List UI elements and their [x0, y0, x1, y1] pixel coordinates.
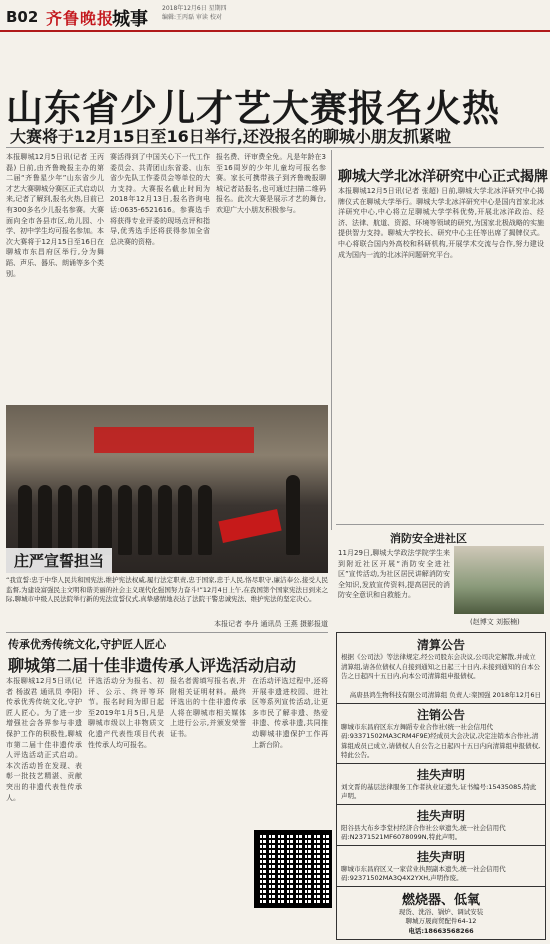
burner-ad: [337, 889, 545, 937]
article-col-1: 本报聊城12月5日讯(记者 王丙磊) 日前,由齐鲁晚报主办的第二届“齐鲁星少年”山东省少儿才艺大赛聊城分赛区正式启动以来,记者了解到,报名火热,目前已有300多名少儿报名参赛。大赛面向全市各县市区,幼儿园、小学、初中学生均可报名参加。本次大赛将于12月15日至16日在聊城市东昌府区举行,分为舞蹈、声乐、器乐、朗诵等多个类别。: [6, 153, 104, 278]
article-col-2: 赛活得到了中国关心下一代工作委员会、共青团山东省委、山东省少先队工作委员会等单位的大力支持。大赛报名截止时间为2018年12月13日,报名咨询电话:0635-6521616。参赛选手将获得专业评委的现场点评和指导,优秀选手还将获得参加全省总决赛的资格。: [110, 153, 210, 246]
fire-photo-credit: (赵博文 刘振楠): [470, 618, 520, 626]
notice-text-3: 刘文晋的基层法律服务工作者执业证遗失,证书编号:15435085,特此声明。: [341, 782, 537, 800]
notice-sign-1: 高唐县鸿生物科技有限公司清算组 负责人:栾国强 2018年12月6日: [349, 691, 541, 699]
ad-text: 现货、洗浴、锅炉、调试安装: [398, 907, 484, 916]
ceremony-photo: [6, 405, 328, 573]
header-date: 2018年12月6日 星期四: [162, 5, 227, 12]
notice-text-4: 阳谷县大布乡李堂村经济合作社公章遗失,统一社会信用代码:N2371521MF6078099N,特此声明。: [341, 823, 506, 841]
header-editors: 编辑:王丙磊 审读 校对: [162, 14, 222, 21]
heritage-kicker: 传承优秀传统文化,守护匠人匠心: [8, 638, 167, 651]
heritage-col-2: 评选活动分为报名、初评、公示、终评等环节。报名时间为即日起至2019年1月5日,凡是聊城市级以上非物质文化遗产代表性项目代表性传承人均可报名。: [88, 677, 164, 749]
photo-credit: 本报记者 李丹 通讯员 王燕 摄影报道: [214, 620, 328, 628]
photo-caption: 庄严宣誓担当: [6, 548, 112, 573]
ad-phone: 电话:18663568266: [408, 926, 474, 935]
section-title: 城事: [112, 9, 148, 30]
ad-address: 聊城万晟商贸配件64-12: [405, 917, 477, 925]
notice-title-4: 挂失声明: [416, 808, 465, 823]
photo-note: “我宣誓:忠于中华人民共和国宪法,维护宪法权威,履行法定职责,忠于国家,忠于人民,恪尽职守,廉洁奉公,接受人民监督,为建设富强民主文明和谐美丽的社会主义现代化强国努力奋斗!”12月4日上午,在我国第个国家宪法日到来之际,聊城市中级人民法院举行新的宪法宣誓仪式,真挚感情地表达了法院干警忠诚宪法、维护宪法的坚定决心。: [6, 576, 328, 603]
heritage-col-4: 在活动评选过程中,还将开展非遗进校园、进社区等系列宣传活动,让更多市民了解非遗、热爱非遗、传承非遗,共同推动聊城非遗保护工作再上新台阶。: [252, 677, 328, 749]
qr-code: [254, 830, 332, 908]
notice-title-3: 挂失声明: [416, 767, 465, 782]
flag-shape: [218, 509, 281, 543]
fire-article-body: 11月29日,聊城大学政法学院学生来到附近社区开展“消防安全进社区”宣传活动,为社区居民讲解消防安全知识,发放宣传资料,提高居民的消防安全意识和自救能力。: [338, 549, 450, 600]
main-subhead: 大赛将于12月15日至16日举行,还没报名的聊城小朋友抓紧啦: [10, 127, 451, 146]
heritage-title: 聊城第二届十佳非遗传承人评选活动启动: [8, 656, 297, 675]
divider: [6, 147, 544, 148]
fire-article-title: 消防安全进社区: [390, 532, 467, 545]
article-col-3: 报名费、评审费全免。凡是年龄在3至16周岁的少年儿童均可报名参赛。家长可携带孩子到齐鲁晚报聊城记者站报名,也可通过扫描二维码报名。此次大赛是展示才艺的舞台,欢迎广大小朋友积极参与。: [216, 153, 326, 214]
page-header: [0, 0, 550, 32]
notice-title-1: 清算公告: [416, 638, 465, 652]
page-number: B02: [6, 8, 39, 26]
ad-title: 燃烧器、低氧: [401, 892, 480, 908]
banner-shape: [94, 427, 254, 453]
right-article-body: 本报聊城12月5日讯(记者 张超) 日前,聊城大学北冰洋研究中心揭牌仪式在聊城大学举行。聊城大学北冰洋研究中心是国内首家北冰洋研究中心,中心将立足聊城大学学科优势,开展北冰洋政治、经济、法律、航道、资源、环境等领域的研究,为国家北极战略的实施提供智力支持。聊城大学校长、研究中心主任等出席了揭牌仪式。中心将联合国内外高校和科研机构,开展学术交流与合作,努力建设成为国内一流的北冰洋问题研究平台。: [338, 187, 544, 259]
divider: [6, 632, 328, 633]
notice-text-1: 根据《公司法》等法律规定,经公司股东会决议,公司决定解散,并成立清算组,请各位债权人自接到通知之日起三十日内,未接到通知的自本公告之日起四十五日内,向本公司清算组申报债权。: [341, 653, 541, 680]
paper-logo: 齐鲁晚报: [46, 9, 115, 28]
notice-text-2: 聊城市东昌府区东方舞蹈专业合作社(统一社会信用代码:93371502MA3CRM4F9E)经成员大会决议,决定注销本合作社,清算组成员已成立,请债权人自公告之日起四十五日内向清算组申报债权,特此公告。: [341, 722, 541, 759]
heritage-col-3: 报名者需填写报名表,并附相关证明材料。最终评选出的十佳非遗传承人将在聊城市相关媒体上进行公示,并颁发荣誉证书。: [170, 677, 246, 738]
right-article-title: 聊城大学北冰洋研究中心正式揭牌: [338, 169, 548, 185]
header-meta: [162, 4, 227, 22]
fire-photo: [454, 546, 544, 614]
column-divider: [331, 150, 332, 530]
notice-text-5: 聊城市东昌府区又一家营业执照副本遗失,统一社会信用代码:92371502MA3Q4X2YXH,声明作废。: [341, 864, 506, 882]
notices-box: [336, 632, 546, 940]
heritage-col-1: 本报聊城12月5日讯(记者 杨淑君 通讯员 李阳) 传承优秀传统文化,守护匠人匠心。为了进一步增强社会各界参与非遗保护工作的积极性,聊城市第二届十佳非遗传承人评选活动正式启动。本次活动旨在发现、表彰一批技艺精湛、贡献突出的非遗代表性传承人。: [6, 677, 82, 802]
divider: [336, 524, 544, 525]
notice-title-5: 挂失声明: [416, 849, 465, 864]
main-headline: 山东省少儿才艺大赛报名火热: [6, 87, 500, 130]
notice-title-2: 注销公告: [416, 707, 465, 722]
